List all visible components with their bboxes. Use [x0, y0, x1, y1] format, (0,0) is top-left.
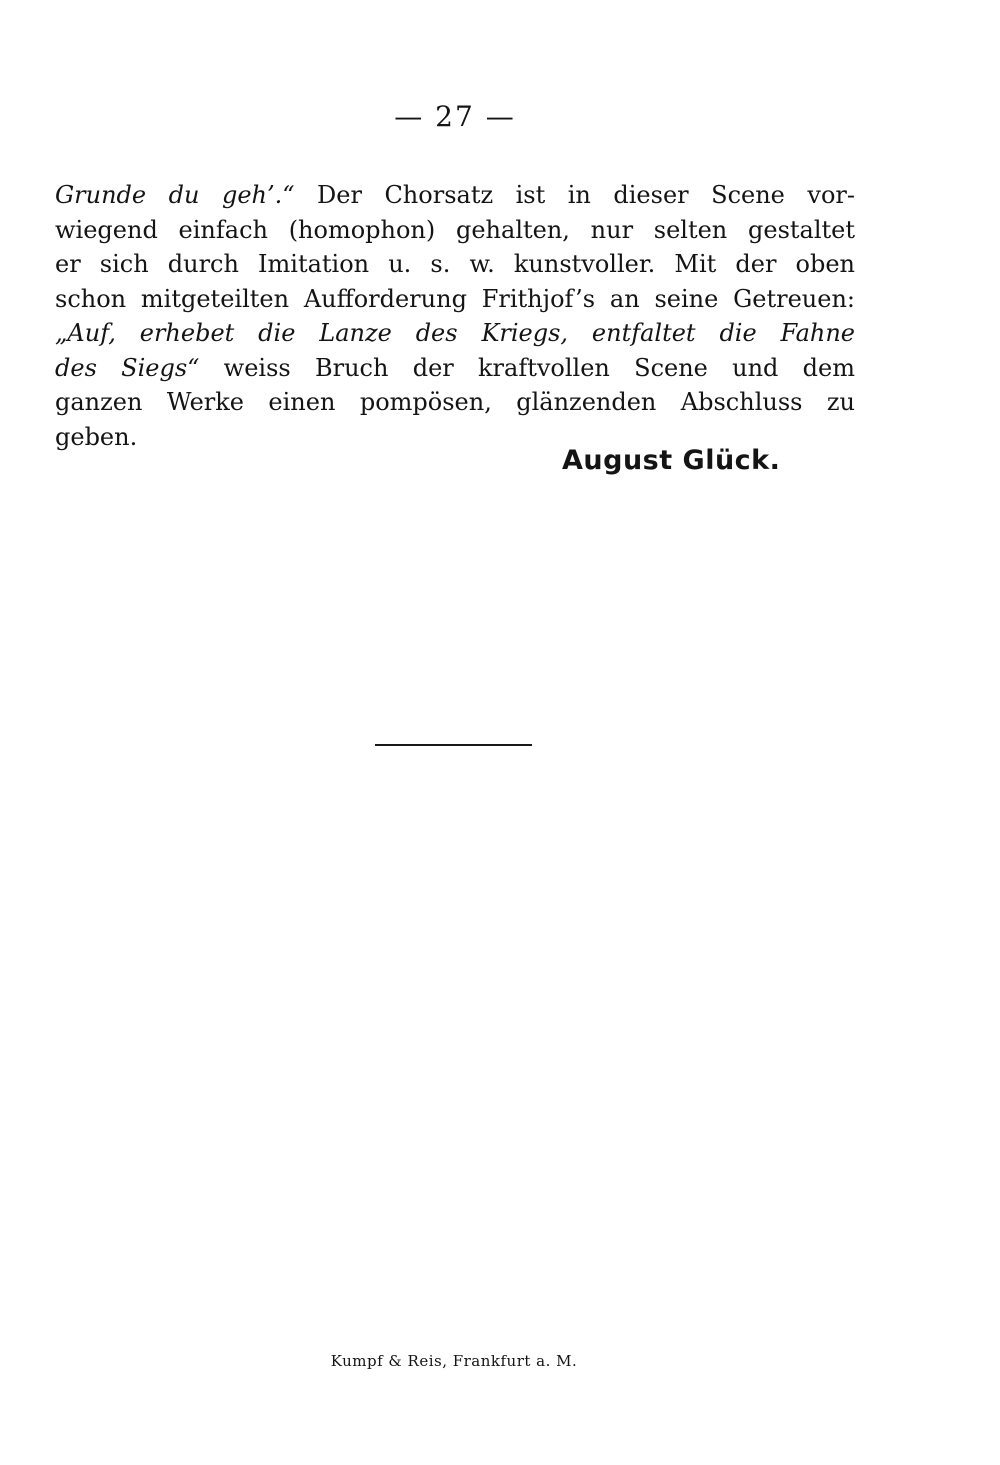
- body-paragraph: [55, 178, 855, 454]
- italic-quote: Grunde du geh’.“: [55, 181, 295, 209]
- text-line: geben.: [55, 422, 138, 451]
- text-line: schon mitgeteilten Aufforderung Frithjof’s an seine Getreuen:: [55, 284, 855, 313]
- text-run: weiss Bruch der kraftvollen Scene und dem: [199, 353, 856, 382]
- italic-quote: des Siegs“: [55, 353, 200, 382]
- author-signature: August Glück.: [562, 445, 781, 476]
- section-divider: [375, 744, 532, 746]
- text-line: wiegend einfach (homophon) gehalten, nur selten gestaltet: [55, 215, 855, 244]
- page-number: — 27 —: [394, 100, 516, 133]
- text-line: er sich durch Imitation u. s. w. kunstvoller. Mit der oben: [55, 250, 855, 278]
- text-line: [55, 178, 855, 213]
- text-run: Der Chorsatz ist in dieser Scene vor-: [294, 181, 855, 209]
- italic-quote: „Auf, erhebet die Lanze des Kriegs, entfaltet die Fahne: [55, 319, 855, 347]
- text-line: ganzen Werke einen pompösen, glänzenden Abschluss zu: [55, 388, 855, 416]
- printer-imprint: Kumpf & Reis, Frankfurt a. M.: [330, 1352, 578, 1370]
- text-line: [55, 351, 855, 386]
